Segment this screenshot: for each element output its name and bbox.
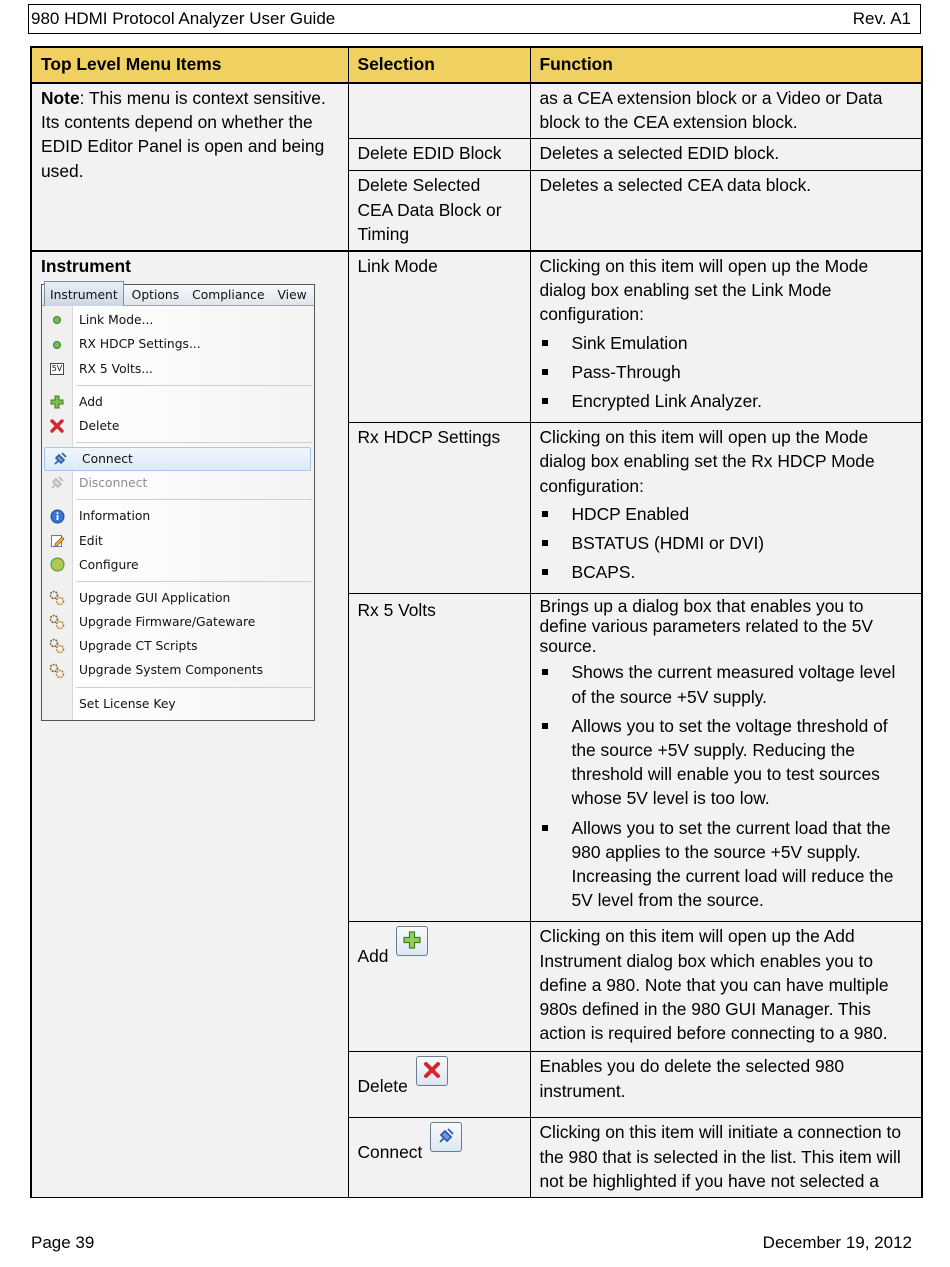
menu-item-set-license-key bbox=[42, 692, 314, 716]
instrument-cell bbox=[31, 251, 348, 1198]
menu-separator bbox=[42, 495, 314, 504]
menu-item-label: Upgrade System Components bbox=[79, 663, 264, 678]
menu-separator bbox=[42, 438, 314, 447]
list-item: Allows you to set the current load that the 980 applies to the source +5V supply. Increasing the current load will reduce the 5V level from the source. bbox=[540, 816, 913, 913]
menu-separator bbox=[42, 577, 314, 586]
menubar-view: View bbox=[277, 288, 307, 303]
gears-icon bbox=[42, 638, 72, 654]
menu-item-rx-5-volts bbox=[42, 357, 314, 381]
list-item: Allows you to set the voltage threshold of the source +5V supply. Reducing the threshold will enable you to test sources whose 5V level is too low. bbox=[540, 714, 913, 811]
selection-label: Connect bbox=[357, 1142, 423, 1163]
menu-item-label: Link Mode... bbox=[79, 313, 154, 328]
x-icon bbox=[42, 419, 72, 433]
column-header-function: Function bbox=[530, 47, 922, 83]
edit-icon bbox=[42, 533, 72, 548]
green-dot-icon bbox=[42, 340, 72, 350]
add-button-icon bbox=[396, 926, 428, 956]
menu-item-edit bbox=[42, 529, 314, 553]
menu-item-upgrade-gui bbox=[42, 586, 314, 610]
5v-icon bbox=[42, 363, 72, 375]
menubar-options: Options bbox=[131, 288, 180, 303]
table-header-row bbox=[31, 47, 922, 83]
function-cell: as a CEA extension block or a Video or Data block to the CEA extension block. bbox=[530, 83, 922, 139]
selection-cell: Rx HDCP Settings bbox=[348, 423, 530, 594]
selection-cell bbox=[348, 1052, 530, 1118]
list-item: BSTATUS (HDMI or DVI) bbox=[540, 531, 913, 555]
menu-bar bbox=[42, 285, 314, 306]
green-dot-icon bbox=[42, 315, 72, 325]
menu-item-label: Configure bbox=[79, 557, 139, 572]
selection-cell bbox=[348, 83, 530, 139]
gears-icon bbox=[42, 663, 72, 679]
list-item: BCAPS. bbox=[540, 560, 913, 584]
connect-button-icon bbox=[430, 1122, 462, 1152]
menu-separator bbox=[42, 381, 314, 390]
menu-item-disconnect bbox=[42, 471, 314, 495]
plug-icon bbox=[45, 451, 75, 467]
document-title: 980 HDMI Protocol Analyzer User Guide bbox=[31, 9, 336, 28]
menu-item-add bbox=[42, 390, 314, 414]
note-label: Note bbox=[41, 88, 80, 108]
menu-item-label: Upgrade GUI Application bbox=[79, 590, 231, 605]
list-item: Shows the current measured voltage level of the source +5V supply. bbox=[540, 660, 913, 708]
function-cell: Deletes a selected EDID block. bbox=[530, 139, 922, 171]
menu-item-label: Information bbox=[79, 509, 151, 524]
function-cell: Enables you do delete the selected 980 instrument. bbox=[530, 1052, 922, 1118]
page-header bbox=[28, 4, 921, 34]
column-header-selection: Selection bbox=[348, 47, 530, 83]
bullet-list bbox=[540, 502, 913, 585]
list-item: Pass-Through bbox=[540, 360, 913, 384]
configure-icon bbox=[42, 557, 72, 572]
function-text: Brings up a dialog box that enables you to define various parameters related to the 5V source. bbox=[539, 596, 874, 657]
menu-item-label: Connect bbox=[82, 452, 133, 467]
note-text: : This menu is context sensitive. Its contents depend on whether the EDID Editor Panel is open and being used. bbox=[41, 88, 326, 181]
instrument-menu-screenshot bbox=[41, 284, 315, 721]
menu-item-rx-hdcp bbox=[42, 332, 314, 356]
note-cell bbox=[31, 83, 348, 251]
function-text: Clicking on this item will open up the Mode dialog box enabling set the Rx HDCP Mode configuration: bbox=[539, 427, 875, 496]
selection-cell: Delete EDID Block bbox=[348, 139, 530, 171]
bullet-list bbox=[540, 331, 913, 414]
function-cell bbox=[530, 423, 922, 594]
function-cell: Clicking on this item will initiate a connection to the 980 that is selected in the list. This item will not be highlighted if you have not selected a bbox=[530, 1118, 922, 1198]
menu-item-link-mode bbox=[42, 308, 314, 332]
function-cell bbox=[530, 251, 922, 423]
menu-item-label: Delete bbox=[79, 418, 120, 433]
menu-item-label: Disconnect bbox=[79, 476, 148, 491]
menu-item-upgrade-system bbox=[42, 658, 314, 682]
menubar-compliance: Compliance bbox=[192, 288, 265, 303]
selection-cell bbox=[348, 922, 530, 1052]
menu-item-upgrade-firmware bbox=[42, 610, 314, 634]
menu-item-configure bbox=[42, 553, 314, 577]
menu-item-information bbox=[42, 504, 314, 528]
plug-icon bbox=[42, 475, 72, 491]
table-row bbox=[31, 83, 922, 139]
menu-item-label: Upgrade Firmware/Gateware bbox=[79, 615, 256, 630]
list-item: Encrypted Link Analyzer. bbox=[540, 389, 913, 413]
gears-icon bbox=[42, 590, 72, 606]
function-cell bbox=[530, 594, 922, 922]
list-item: Sink Emulation bbox=[540, 331, 913, 355]
selection-cell: Delete Selected CEA Data Block or Timing bbox=[348, 171, 530, 251]
five-volt-glyph: 5V bbox=[51, 363, 63, 373]
list-item: HDCP Enabled bbox=[540, 502, 913, 526]
menu-item-label: Set License Key bbox=[79, 696, 176, 711]
menu-item-label: RX HDCP Settings... bbox=[79, 337, 201, 352]
selection-cell: Rx 5 Volts bbox=[348, 594, 530, 922]
plus-icon bbox=[42, 395, 72, 409]
menu-item-upgrade-ct-scripts bbox=[42, 634, 314, 658]
gears-icon bbox=[42, 614, 72, 630]
selection-label: Add bbox=[357, 946, 389, 967]
revision-label: Rev. A1 bbox=[852, 9, 911, 28]
selection-label: Delete bbox=[357, 1076, 408, 1097]
column-header-top-level: Top Level Menu Items bbox=[31, 47, 348, 83]
table-row bbox=[31, 251, 922, 423]
menu-item-label: Add bbox=[79, 394, 103, 409]
instrument-label: Instrument bbox=[41, 256, 131, 277]
menu-item-label: RX 5 Volts... bbox=[79, 361, 153, 376]
function-cell: Clicking on this item will open up the Add Instrument dialog box which enables you to define a 980. Note that you can have multiple 980s defined in the 980 GUI Manager. This action is required before connecting to a 980. bbox=[530, 922, 922, 1052]
menu-item-delete bbox=[42, 414, 314, 438]
menu-dropdown bbox=[42, 306, 314, 720]
delete-button-icon bbox=[416, 1056, 448, 1086]
menu-item-connect bbox=[44, 447, 311, 471]
menu-separator bbox=[42, 683, 314, 692]
selection-cell: Link Mode bbox=[348, 251, 530, 423]
function-text: Clicking on this item will open up the Mode dialog box enabling set the Link Mode configuration: bbox=[539, 256, 869, 325]
menubar-instrument: Instrument bbox=[44, 281, 124, 309]
page-number: Page 39 bbox=[31, 1233, 95, 1252]
function-cell: Deletes a selected CEA data block. bbox=[530, 171, 922, 251]
publish-date: December 19, 2012 bbox=[762, 1233, 912, 1252]
menu-items-table bbox=[30, 46, 923, 1198]
info-icon bbox=[42, 509, 72, 524]
menu-item-label: Upgrade CT Scripts bbox=[79, 639, 198, 654]
menu-item-label: Edit bbox=[79, 533, 103, 548]
bullet-list bbox=[540, 660, 913, 912]
selection-cell bbox=[348, 1118, 530, 1198]
